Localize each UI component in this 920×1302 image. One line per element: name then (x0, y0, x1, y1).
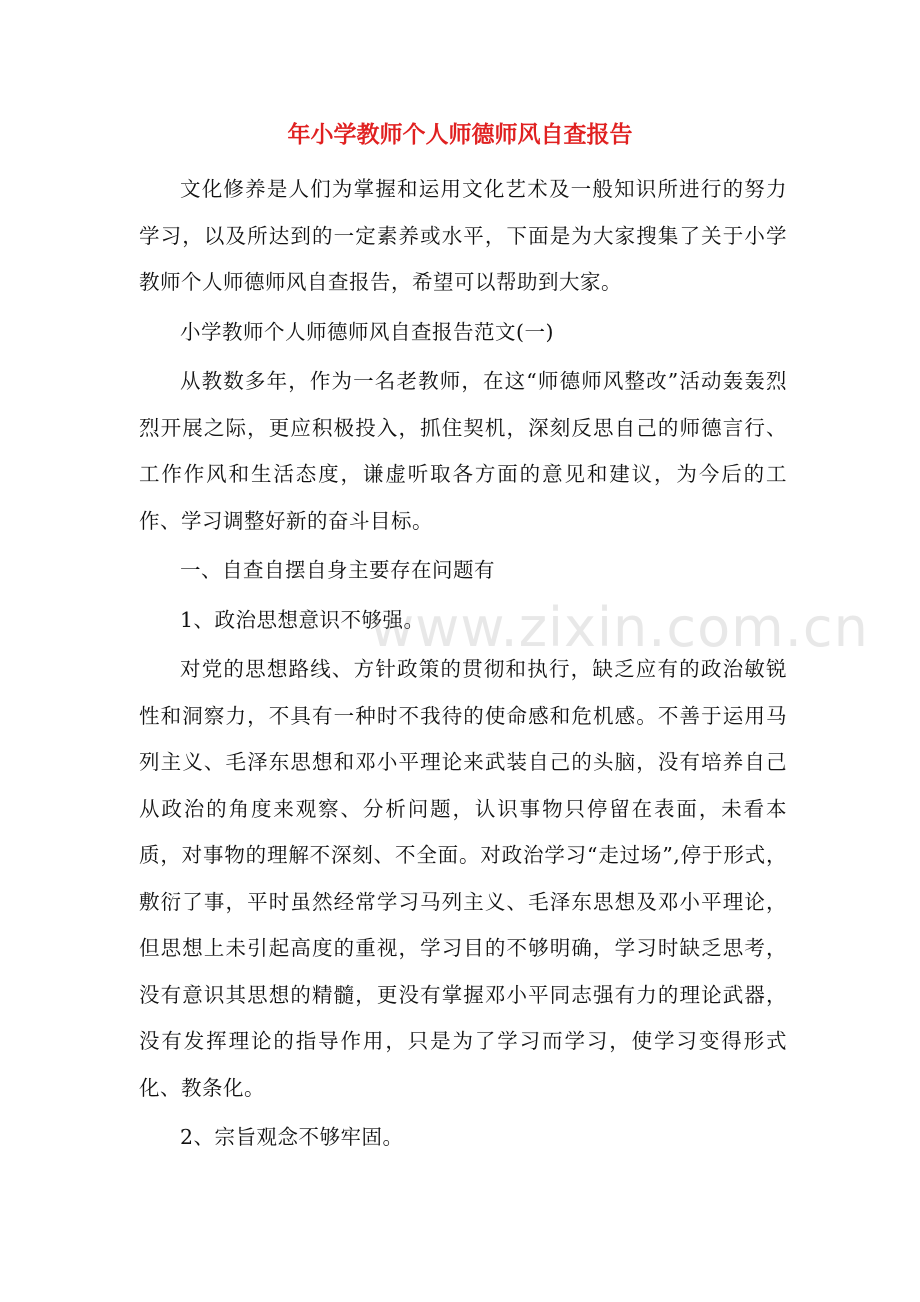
paragraph-item-2-heading: 2、宗旨观念不够牢固。 (180, 1125, 404, 1149)
document-body (139, 166, 787, 1161)
paragraph-problems-heading: 一、自查自摆自身主要存在问题有 (180, 558, 495, 582)
paragraph-opening: 从教数多年，作为一名老教师，在这“师德师风整改”活动轰轰烈烈开展之际，更应积极投入，抓住契机，深刻反思自己的师德言行、工作作风和生活态度，谦虚听取各方面的意见和建议，为今后的工作、学习调整好新的奋斗目标。 (139, 369, 787, 533)
watermark-text: www.zixin.com.cn (370, 596, 869, 659)
paragraph-item-1-body: 对党的思想路线、方针政策的贯彻和执行，缺乏应有的政治敏锐性和洞察力，不具有一种时不我待的使命感和危机感。不善于运用马列主义、毛泽东思想和邓小平理论来武装自己的头脑，没有培养自己从政治的角度来观察、分析问题，认识事物只停留在表面，未看本质，对事物的理解不深刻、不全面。对政治学习“走过场”,停于形式，敷衍了事，平时虽然经常学习马列主义、毛泽东思想及邓小平理论，但思想上未引起高度的重视，学习目的不够明确，学习时缺乏思考，没有意识其思想的精髓，更没有掌握邓小平同志强有力的理论武器，没有发挥理论的指导作用，只是为了学习而学习，使学习变得形式化、教条化。 (139, 657, 787, 1100)
paragraph-section-heading: 小学教师个人师德师风自查报告范文(一) (180, 319, 554, 344)
paragraph-intro: 文化修养是人们为掌握和运用文化艺术及一般知识所进行的努力学习，以及所达到的一定素养或水平，下面是为大家搜集了关于小学教师个人师德师风自查报告，希望可以帮助到大家。 (139, 177, 787, 294)
paragraph-item-1-heading: 1、政治思想意识不够强。 (180, 607, 425, 632)
document-title: 年小学教师个人师德师风自查报告 (287, 121, 633, 148)
